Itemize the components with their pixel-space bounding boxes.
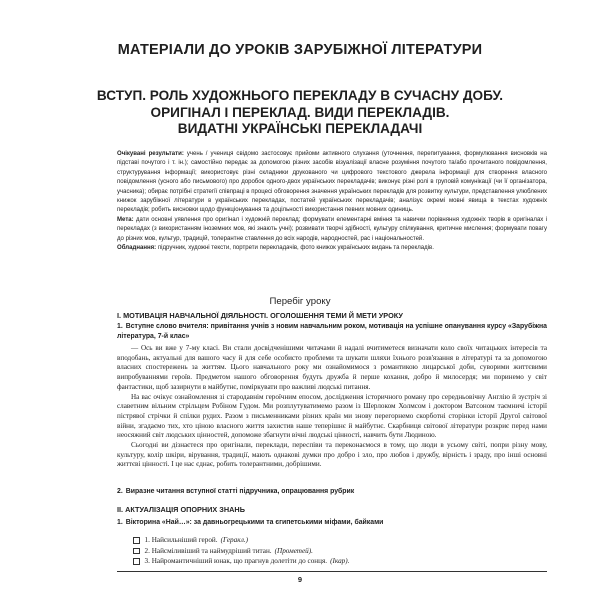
lesson-title-line-2: ОРИГІНАЛ І ПЕРЕКЛАД. ВИДИ ПЕРЕКЛАДІВ. bbox=[150, 104, 450, 120]
expected-results-label: Очікувані результати: bbox=[117, 151, 184, 157]
expected-results-text: учень / учениця свідомо застосовує прийоми активного слухання (уточнення, перепитування, формулювання висновків на підставі почутого і т. ін.); самостійно передає за допомогою різних засобів візуалізації власне розуміння почутого та/або прочитаного повідомлення, структурування інформації; використовує різні складники друкованого чи цифрового текстового джерела інформації для створення власного повідомлення (усного або письмового) про доробок одного-двох українських перекладачів; виконує різні ролі в груповій комунікації (чи її організатора, учасника); обирає потрібні стратегії співпраці в процесі обговорення значення українських перекладів для розвитку культури, представлення улюблених книжок зарубіжної літератури в українських перекладах, постатей українських перекладачів; аналізує окремі мовні явища в текстах художніх перекладів; робить висновки щодо функціонування та доцільності використання певних мовних одиниць. bbox=[117, 151, 547, 214]
expected-results bbox=[117, 150, 547, 216]
lesson-title-line-3: ВИДАТНІ УКРАЇНСЬКІ ПЕРЕКЛАДАЧІ bbox=[177, 121, 423, 136]
section-1-subheading-1 bbox=[117, 322, 547, 342]
lesson-aim-label: Мета: bbox=[117, 216, 134, 223]
section-1-subheading-2 bbox=[117, 487, 547, 497]
subheading-number: 1. bbox=[117, 519, 123, 526]
lesson-goals bbox=[117, 150, 547, 253]
section-2-subheading-1 bbox=[117, 518, 547, 528]
page-number: 9 bbox=[297, 575, 303, 584]
subheading-text: Виразне читання вступної статті підручника, опрацювання рубрик bbox=[125, 488, 355, 495]
lesson-aim-text: дати основні уявлення про оригінал і художній переклад; формувати елементарні вміння та навички порівняння художніх творів в оригіналах і перекладах (з використанням іноземних мов, які знають учні); розвивати творчі здібності, культуру спілкування, критичне мислення; формувати повагу до різних мов, культур, традицій, толерантне ставлення до всіх народів, народностей, рас і національностей. bbox=[117, 216, 547, 242]
subheading-bold: Вікторина «Най…»: bbox=[125, 519, 192, 526]
lesson-equipment-label: Обладнання: bbox=[117, 245, 157, 252]
section-2-heading: ІІ. АКТУАЛІЗАЦІЯ ОПОРНИХ ЗНАНЬ bbox=[117, 505, 245, 514]
paragraph-2: На вас очікує ознайомлення зі стародавнім героїчним епосом, дослідження історичного роману про середньовічну Англію й зустріч зі славетним вільним стрільцем Робіном Гудом. Ми розплутуватимемо разом із Шерлоком Холмсом і доктором Ватсоном таємничі історії пістрявої стрічки й спілки рудих. Разом з письменниками різних країн ми знову перегорнемо скорботні сторінки історії Другої світової війни, згадаємо тих, хто ціною власного життя захистив наше теперішнє й майбутнє. Скарбниця світової літератури розкриє перед нами неосяжний світ людських цінностей, допоможе збагнути вічні людські цінності, навчить бути Людиною. bbox=[117, 392, 547, 440]
course-heading: Перебіг уроку bbox=[269, 296, 331, 307]
lesson-equipment bbox=[117, 244, 547, 253]
subheading-number: 2. bbox=[117, 488, 123, 495]
quiz-item bbox=[133, 535, 533, 546]
subheading-rest: за давньогрецькими та єгипетськими міфами, байками bbox=[193, 519, 384, 526]
checkbox-square-icon bbox=[133, 558, 140, 565]
paragraph-1: — Ось ви вже у 7-му класі. Ви стали досвідченішими читачами й надалі вчитиметеся визначати коло своїх читацьких інтересів та вподобань, актуальні для вашого часу й для себе особисто проблеми та шукати шляхи їхнього розв'язання в літературі та за допомогою власних спостережень за життям. Цього навчального року ми ознайомимося з романтикою лицарської доби, суворими життєвими випробуваннями героїв. Предметом нашого обговорення будуть дружба й перше кохання, добро й милосердя; ми поринемо у світ фантастики, щоб зазирнути в майбутнє, поміркувати про важливі людські питання. bbox=[117, 344, 547, 391]
quiz-item bbox=[133, 546, 533, 557]
quiz-answer: (Геракл.) bbox=[220, 536, 249, 545]
quiz-question: 1. Найсильніший герой. bbox=[144, 536, 218, 545]
footer-divider bbox=[117, 571, 547, 572]
checkbox-square-icon bbox=[133, 548, 140, 555]
quiz-question: 2. Найсміливіший та наймудріший титан. bbox=[144, 546, 272, 555]
subheading-number: 1. bbox=[117, 323, 123, 330]
quiz-answer: (Прометей). bbox=[274, 546, 313, 555]
section-1-heading: І. МОТИВАЦІЯ НАВЧАЛЬНОЇ ДІЯЛЬНОСТІ. ОГОЛОШЕННЯ ТЕМИ Й МЕТИ УРОКУ bbox=[117, 311, 403, 320]
paragraph-3: Сьогодні ви дізнаєтеся про оригінали, переклади, переспіви та переконаємося в тому, що люди в усьому світі, попри різну мову, культуру, колір шкіри, вірування, традиції, мають однакові думки про добро і зло, про любов і дружбу, вірність і зраду, про інші основні життєві цінності. І це нас єднає, робить толерантними, добрішими. bbox=[117, 441, 547, 469]
section-title: МАТЕРІАЛИ ДО УРОКІВ ЗАРУБІЖНОЇ ЛІТЕРАТУРИ bbox=[117, 42, 483, 58]
quiz-item bbox=[133, 556, 533, 567]
quiz-question: 3. Найромантичніший юнак, що прагнув долетіти до сонця. bbox=[144, 557, 328, 566]
lesson-title-line-1: ВСТУП. РОЛЬ ХУДОЖНЬОГО ПЕРЕКЛАДУ В СУЧАСНУ ДОБУ. bbox=[96, 88, 504, 103]
lesson-aim bbox=[117, 216, 547, 244]
checkbox-square-icon bbox=[133, 537, 140, 544]
lesson-title bbox=[60, 88, 540, 138]
subheading-text: Вступне слово вчителя: привітання учнів з новим навчальним роком, мотивація на успішне опанування курсу «Зарубіжна література, 7-й клас» bbox=[117, 323, 547, 340]
section-1-body bbox=[117, 344, 547, 470]
quiz-list bbox=[133, 535, 533, 567]
quiz-answer: (Ікар). bbox=[330, 557, 350, 566]
lesson-equipment-text: підручник, художні тексти, портрети перекладачів, фото книжок українських видань та перекладів. bbox=[157, 245, 434, 252]
